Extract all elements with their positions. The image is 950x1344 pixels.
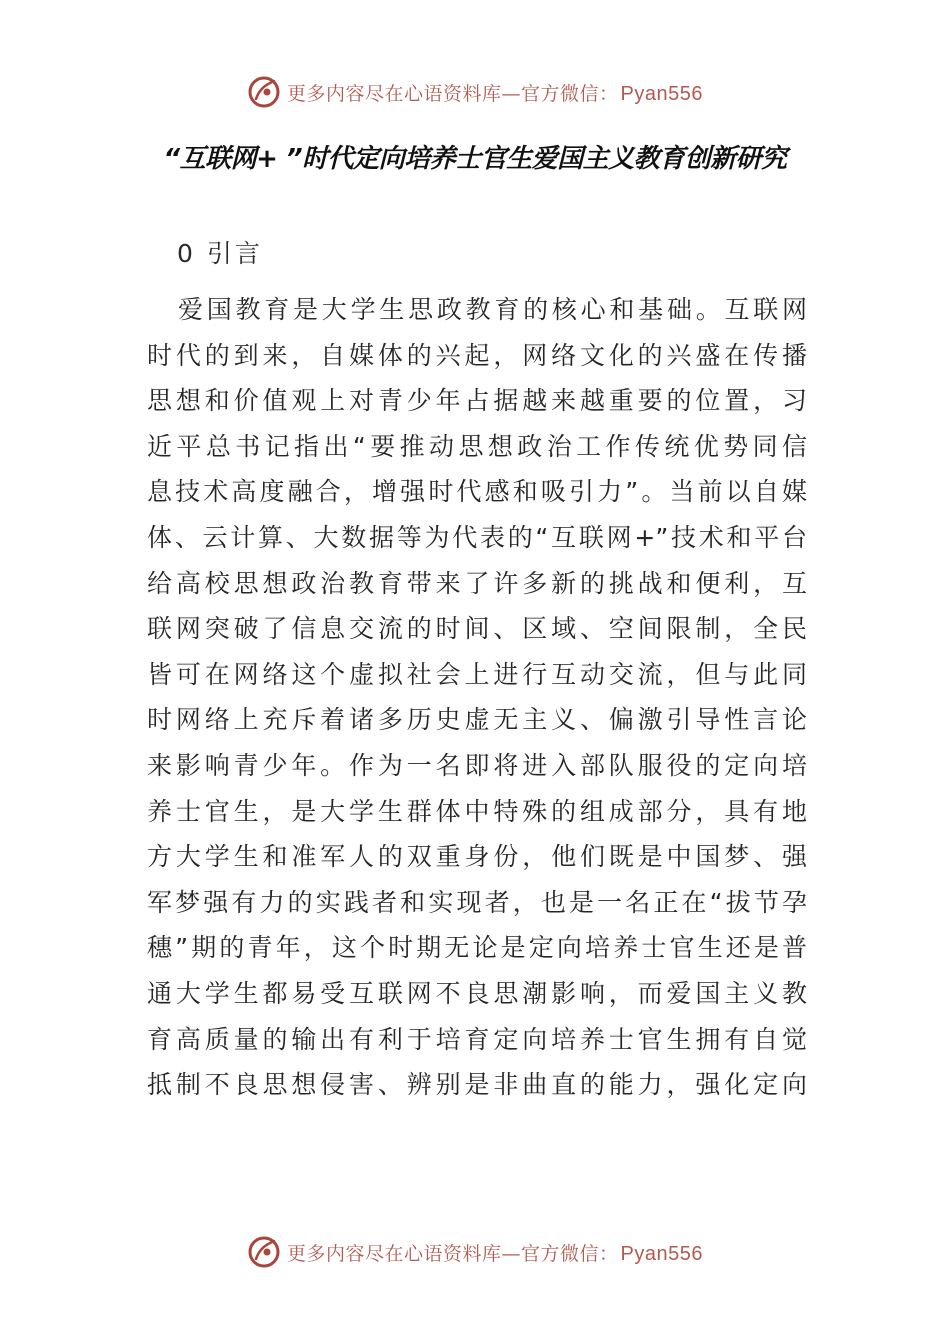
paragraph-line: 爱国教育是大学生思政教育的核心和基础。互联网: [178, 295, 807, 324]
paragraph-line: 联网突破了信息交流的时间、区域、空间限制，全民: [147, 614, 807, 644]
paragraph-line: 军梦强有力的实践者和实现者，也是一名正在“拔节孕: [147, 887, 807, 917]
banner-text-main: 更多内容尽在心语资料库—官方微信：: [287, 82, 619, 105]
banner-text-main: 更多内容尽在心语资料库—官方微信：: [287, 1242, 619, 1265]
banner-text: [287, 1239, 703, 1266]
paragraph-line: 近平总书记指出“要推动思想政治工作传统优势同信: [147, 431, 807, 461]
paragraph-line: 养士官生，是大学生群体中特殊的组成部分，具有地: [147, 796, 807, 826]
banner-handle: Pyan556: [620, 82, 703, 105]
paragraph-line: 时网络上充斥着诸多历史虚无主义、偏激引导性言论: [147, 705, 807, 735]
banner-text: [287, 79, 703, 106]
paragraph-line: 给高校思想政治教育带来了许多新的挑战和便利，互: [147, 568, 807, 598]
paragraph-line: 思想和价值观上对青少年占据越来越重要的位置，习: [147, 386, 807, 416]
paragraph-line: 方大学生和准军人的双重身份，他们既是中国梦、强: [147, 842, 807, 872]
brand-logo-icon: [247, 75, 281, 109]
body-paragraph: [147, 287, 807, 1108]
paragraph-line: 体、云计算、大数据等为代表的“互联网+”技术和平台: [147, 522, 807, 552]
paragraph-line: 息技术高度融合，增强时代感和吸引力”。当前以自媒: [147, 477, 807, 507]
paragraph-line: 育高质量的输出有利于培育定向培养士官生拥有自觉: [147, 1024, 807, 1054]
paragraph-line: 来影响青少年。作为一名即将进入部队服役的定向培: [147, 750, 807, 780]
paragraph-line: 皆可在网络这个虚拟社会上进行互动交流，但与此同: [147, 659, 807, 689]
page-title: “互联网+ ”时代定向培养士官生爱国主义教育创新研究: [163, 144, 787, 174]
banner-handle: Pyan556: [620, 1242, 703, 1265]
paragraph-line: 抵制不良思想侵害、辨别是非曲直的能力，强化定向: [147, 1070, 807, 1100]
footer-banner: [0, 1232, 950, 1272]
paragraph-line: 通大学生都易受互联网不良思潮影响，而爱国主义教: [147, 978, 807, 1008]
header-banner: [0, 72, 950, 112]
brand-logo-icon: [247, 1235, 281, 1269]
section-heading: 0 引言: [177, 239, 263, 268]
paragraph-line: 穗”期的青年，这个时期无论是定向培养士官生还是普: [147, 933, 807, 963]
paragraph-line: 时代的到来，自媒体的兴起，网络文化的兴盛在传播: [147, 340, 807, 370]
